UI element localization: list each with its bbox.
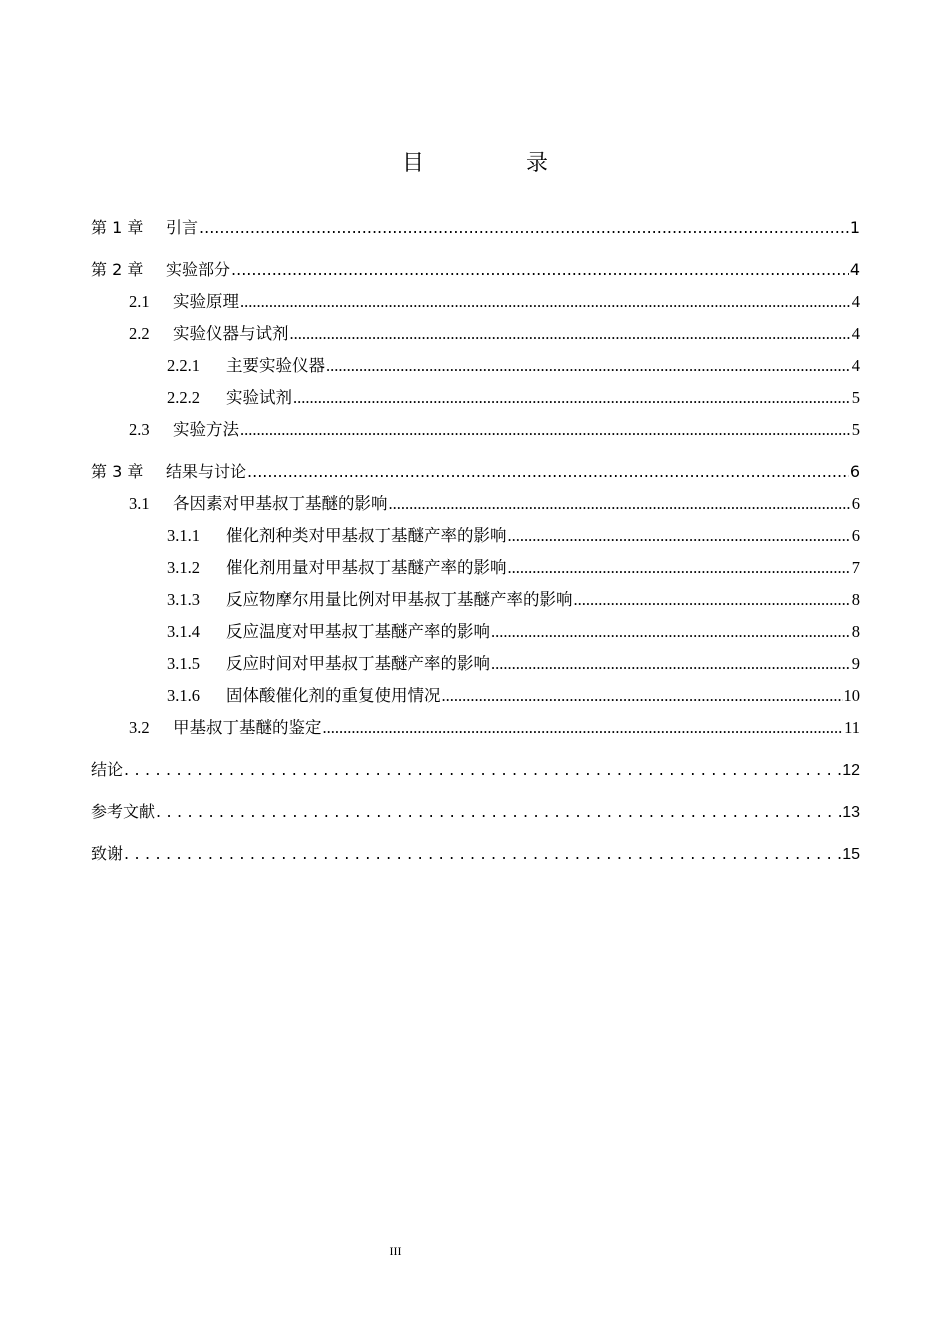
toc-entry-2-2-2[interactable] [91,382,860,414]
toc-entry-page: 13 [842,804,860,821]
toc-entry-2-3[interactable] [91,414,860,446]
toc-entry-title: 反应时间对甲基叔丁基醚产率的影响 [226,654,490,673]
toc-entry-page: 6 [851,526,860,545]
toc-entry-page: 15 [842,846,860,863]
toc-entry-number: 3.1 [129,494,150,513]
toc-entry-number: 2.3 [129,420,150,439]
page-title: 目 录 [401,151,588,176]
toc-entry-page: 12 [842,762,860,779]
toc-entry-number: 第 3 章 [91,462,144,481]
dot-leader [240,414,851,446]
toc-entry-3-1-1[interactable] [91,520,860,552]
toc-entry-number: 3.1.3 [167,590,200,609]
toc-entry-3-1-5[interactable] [91,648,860,680]
toc-entry-2-2[interactable] [91,318,860,350]
toc-entry-number: 第 1 章 [91,218,144,237]
dot-leader [156,796,841,828]
toc-entry-number: 2.1 [129,292,150,311]
toc-entry-chapter-1[interactable] [91,212,860,244]
toc-entry-3-1[interactable] [91,488,860,520]
toc-entry-number: 3.2 [129,718,150,737]
toc-entry-page: 6 [851,494,860,513]
toc-entry-3-1-4[interactable] [91,616,860,648]
toc-entry-number: 2.2.2 [167,388,200,407]
toc-entry-title: 实验方法 [173,420,239,439]
dot-leader [290,318,851,350]
dot-leader [199,212,849,244]
dot-leader [124,838,841,870]
toc-entry-title: 实验仪器与试剂 [173,324,289,343]
toc-entry-title: 致谢 [91,844,124,863]
toc-entry-page: 4 [851,356,860,375]
toc-entry-title: 催化剂种类对甲基叔丁基醚产率的影响 [226,526,507,545]
toc-entry-3-1-6[interactable] [91,680,860,712]
toc-entry-3-2[interactable] [91,712,860,744]
dot-leader [508,520,851,552]
footer-page-number: III [389,1244,402,1258]
toc-entry-chapter-2[interactable] [91,254,860,286]
toc-entry-title: 参考文献 [91,802,156,821]
toc-entry-page: 5 [851,420,860,439]
toc-entry-references[interactable] [91,796,860,828]
toc-entry-title: 实验原理 [173,292,239,311]
toc-entry-title: 主要实验仪器 [226,356,325,375]
dot-leader [574,584,851,616]
toc-entry-acknowledgements[interactable] [91,838,860,870]
toc-entry-page: 4 [849,260,860,279]
toc-entry-page: 9 [851,654,860,673]
toc-entry-chapter-3[interactable] [91,456,860,488]
toc-entry-page: 1 [849,218,860,237]
dot-leader [491,648,851,680]
toc-entry-page: 4 [851,292,860,311]
toc-entry-title: 反应温度对甲基叔丁基醚产率的影响 [226,622,490,641]
toc-entry-3-1-2[interactable] [91,552,860,584]
toc-entry-number: 3.1.6 [167,686,200,705]
toc-entry-page: 8 [851,622,860,641]
dot-leader [124,754,841,786]
toc-entry-number: 2.2 [129,324,150,343]
dot-leader [247,456,849,488]
toc-entry-title: 固体酸催化剂的重复使用情况 [226,686,441,705]
toc-entry-number: 3.1.4 [167,622,200,641]
dot-leader [442,680,843,712]
toc-entry-page: 11 [844,718,860,737]
toc-entry-page: 10 [843,686,860,705]
toc-entry-title: 结论 [91,760,124,779]
dot-leader [240,286,851,318]
toc-entry-title: 结果与讨论 [166,462,247,481]
toc-entry-conclusion[interactable] [91,754,860,786]
toc-entry-3-1-3[interactable] [91,584,860,616]
dot-leader [508,552,851,584]
toc-entry-2-2-1[interactable] [91,350,860,382]
toc-entry-number: 3.1.2 [167,558,200,577]
toc-entry-title: 催化剂用量对甲基叔丁基醚产率的影响 [226,558,507,577]
dot-leader [326,350,851,382]
toc-entry-number: 第 2 章 [91,260,144,279]
dot-leader [323,712,844,744]
toc-entry-number: 3.1.5 [167,654,200,673]
toc-entry-number: 2.2.1 [167,356,200,375]
toc-entry-page: 5 [851,388,860,407]
table-of-contents [91,212,860,870]
toc-entry-title: 实验部分 [166,260,231,279]
dot-leader [231,254,849,286]
toc-entry-title: 各因素对甲基叔丁基醚的影响 [173,494,388,513]
dot-leader [293,382,851,414]
toc-entry-number: 3.1.1 [167,526,200,545]
toc-entry-title: 甲基叔丁基醚的鉴定 [173,718,322,737]
dot-leader [491,616,851,648]
toc-entry-2-1[interactable] [91,286,860,318]
toc-entry-title: 反应物摩尔用量比例对甲基叔丁基醚产率的影响 [226,590,573,609]
toc-entry-title: 实验试剂 [226,388,292,407]
toc-entry-page: 8 [851,590,860,609]
toc-entry-page: 7 [851,558,860,577]
toc-entry-title: 引言 [166,218,199,237]
toc-entry-page: 6 [849,462,860,481]
toc-entry-page: 4 [851,324,860,343]
dot-leader [389,488,851,520]
